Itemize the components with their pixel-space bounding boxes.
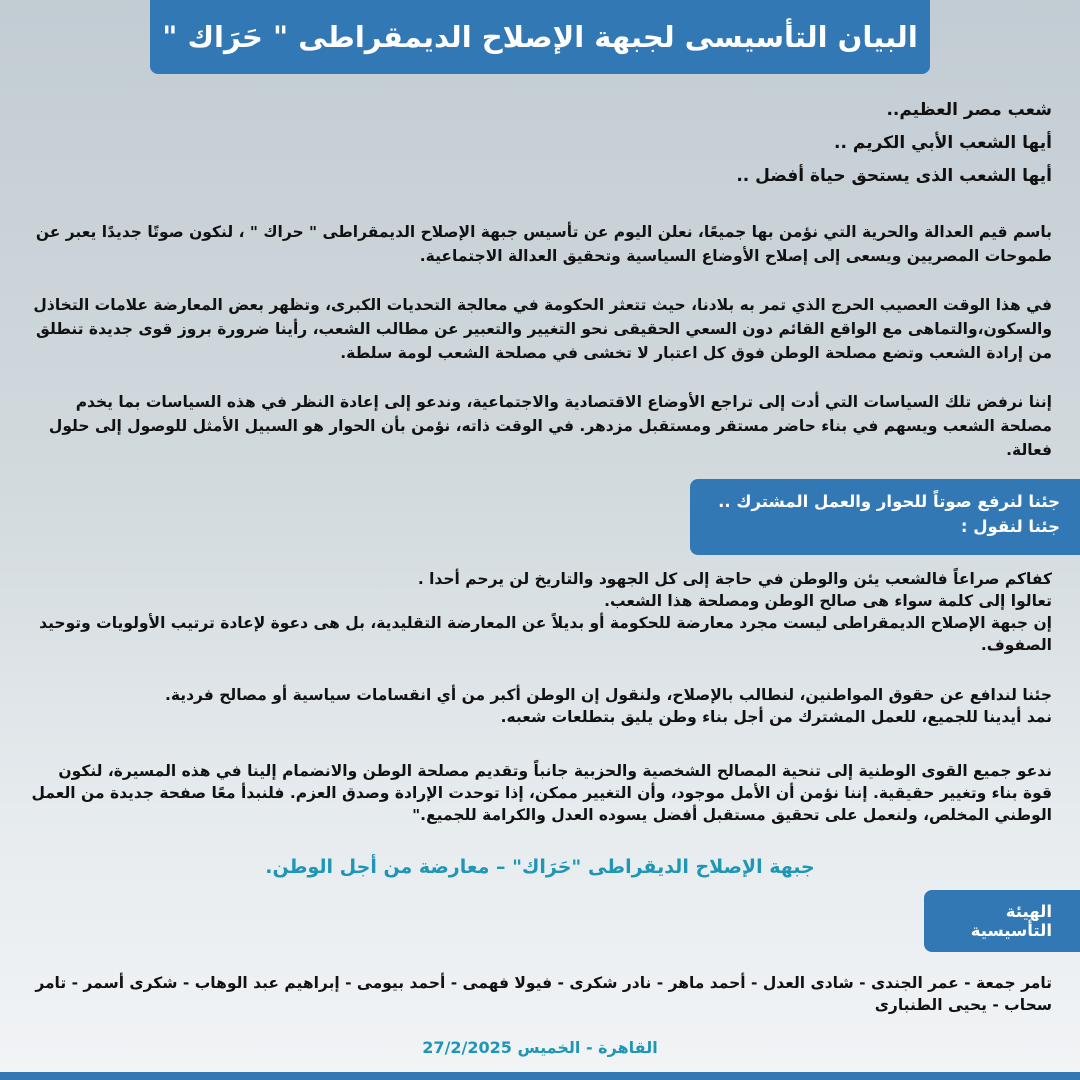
paragraph-context: في هذا الوقت العصيب الحرج الذي تمر به بلادنا، حيث تتعثر الحكومة في معالجة التحديات الكبرى، وتظهر بعض المعارضة علامات التخاذل والسكون،والتماهى مع الواقع القائم دون السعي الحقيقى نحو التغيير والتعبير عن مطالب الشعب، رأينا ضرورة بروز قوى جديدة تنطلق من إرادة الشعب وتضع مصلحة الوطن فوق كل اعتبار لا تخشى في مصلحة الشعب لومة سلطة.	[33, 296, 1052, 362]
statements-block-2	[28, 684, 1052, 728]
statements-block-3: ندعو جميع القوى الوطنية إلى تنحية المصالح الشخصية والحزبية جانباً وتقديم مصلحة الوطن والانضمام إلينا في هذه المسيرة، لنكون قوة بناء وتغيير حقيقية. إننا نؤمن أن الأمل موجود، وأن التغيير ممكن، إذا توحدت الإرادة وصدق العزم. فلنبدأ معًا صفحة جديدة من العمل الوطني المخلص، ولنعمل على تحقيق مستقبل أفضل يسوده العدل والكرامة للجميع."	[31, 762, 1052, 824]
page-title: البيان التأسيسى لجبهة الإصلاح الديمقراطى " حَرَاك "	[162, 20, 918, 54]
footer-place-date: القاهرة - الخميس 27/2/2025	[422, 1038, 658, 1057]
greeting-line: أيها الشعب الأبي الكريم ..	[834, 133, 1052, 153]
committee-label: الهيئة التأسيسية	[970, 902, 1052, 940]
statement-line: تعالوا إلى كلمة سواء هى صالح الوطن ومصلحة هذا الشعب.	[604, 592, 1052, 610]
slogan: جبهة الإصلاح الديقراطى "حَرَاك" – معارضة من أجل الوطن.	[265, 856, 815, 878]
greeting-line: شعب مصر العظيم..	[886, 100, 1052, 120]
founders-list: تامر جمعة - عمر الجندى - شادى العدل - أحمد ماهر - نادر شكرى - فيولا فهمى - أحمد بيومى - إبراهيم عبد الوهاب - شكرى أسمر - تامر سحاب - يحيى الطنبارى	[35, 974, 1052, 1014]
callout-line: جئنا لنقول :	[960, 517, 1060, 536]
statement-line: إن جبهة الإصلاح الديمقراطى ليست مجرد معارضة للحكومة أو بديلاً عن المعارضة التقليدية، بل هى دعوة لإعادة ترتيب الأولويات وتوحيد الصفوف.	[39, 614, 1052, 654]
statement-line: جئنا لندافع عن حقوق المواطنين، لنطالب بالإصلاح، ولنقول إن الوطن أكبر من أي انقسامات سياسية أو مصالح فردية.	[164, 686, 1052, 704]
greeting-line: أيها الشعب الذى يستحق حياة أفضل ..	[736, 166, 1052, 186]
statement-line: كفاكم صراعاً فالشعب يئن والوطن في حاجة إلى كل الجهود والتاريخ لن يرحم أحدا .	[417, 570, 1052, 588]
greeting	[736, 94, 1052, 193]
paragraph-founding: باسم قيم العدالة والحرية التي نؤمن بها جميعًا، نعلن اليوم عن تأسيس جبهة الإصلاح الديمقراطى " حراك " ، لنكون صوتًا جديدًا يعبر عن طموحات المصريين ويسعى إلى إصلاح الأوضاع السياسية وتحقيق العدالة الاجتماعية.	[35, 223, 1052, 265]
title-banner	[150, 0, 930, 74]
statement-line: نمد أيدينا للجميع، للعمل المشترك من أجل بناء وطن يليق بتطلعات شعبه.	[500, 708, 1052, 726]
callout-banner	[690, 479, 1080, 555]
committee-banner	[924, 890, 1080, 952]
footer-bar	[0, 1072, 1080, 1080]
statements-block-1	[28, 568, 1052, 656]
callout-line: جئنا لنرفع صوتاً للحوار والعمل المشترك ..	[718, 492, 1060, 511]
paragraph-rejection: إننا نرفض تلك السياسات التي أدت إلى تراجع الأوضاع الاقتصادية والاجتماعية، وندعو إلى إعادة النظر في هذه السياسات بما يخدم مصلحة الشعب ويسهم في بناء حاضر مستقر ومستقبل مزدهر. في الوقت ذاته، نؤمن بأن الحوار هو السبيل الأمثل للوصول إلى حلول فعالة.	[48, 393, 1052, 459]
